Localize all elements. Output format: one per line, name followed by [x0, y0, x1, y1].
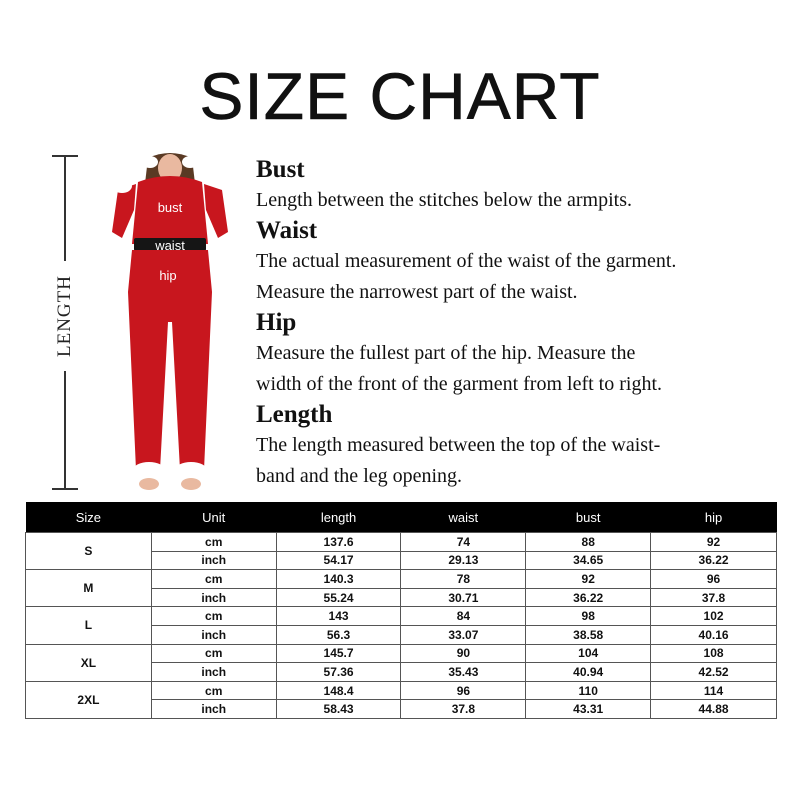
- length-cell: 54.17: [276, 551, 401, 570]
- hip-cell: 114: [651, 681, 777, 700]
- left-leg-fur: [133, 462, 165, 478]
- hip-cell: 92: [651, 533, 777, 552]
- right-cuff-fur: [203, 166, 229, 182]
- size-cell: XL: [26, 644, 152, 681]
- size-cell: L: [26, 607, 152, 644]
- desc-line: The length measured between the top of the waist-: [256, 434, 661, 456]
- waist-cell: 78: [401, 570, 526, 589]
- waist-cell: 96: [401, 681, 526, 700]
- bust-cell: 43.31: [526, 700, 651, 719]
- page-title: SIZE CHART: [199, 59, 601, 133]
- hood-fur-right: [182, 156, 198, 168]
- bust-cell: 38.58: [526, 625, 651, 644]
- unit-cell: cm: [151, 681, 276, 700]
- desc-line: band and the leg opening.: [256, 465, 463, 487]
- length-cell: 140.3: [276, 570, 401, 589]
- bust-cell: 88: [526, 533, 651, 552]
- ruler-cap-bottom: [52, 488, 78, 490]
- header-bust: bust: [526, 502, 651, 533]
- hip-cell: 108: [651, 644, 777, 663]
- length-cell: 143: [276, 607, 401, 626]
- waist-cell: 84: [401, 607, 526, 626]
- size-cell: S: [26, 533, 152, 570]
- table-row: [26, 570, 777, 589]
- bust-cell: 98: [526, 607, 651, 626]
- pants-shape: [128, 250, 212, 470]
- desc-length: [256, 400, 796, 492]
- hip-cell: 36.22: [651, 551, 777, 570]
- length-ruler: [50, 155, 80, 490]
- table-header-row: [26, 502, 777, 533]
- hip-cell: 96: [651, 570, 777, 589]
- length-cell: 55.24: [276, 588, 401, 607]
- right-leg-fur: [175, 462, 207, 478]
- waist-cell: 37.8: [401, 700, 526, 719]
- desc-line: Measure the narrowest part of the waist.: [256, 281, 578, 303]
- desc-line: Measure the fullest part of the hip. Measure the: [256, 342, 636, 364]
- desc-line: width of the front of the garment from left to right.: [256, 373, 663, 395]
- bust-cell: 92: [526, 570, 651, 589]
- hip-cell: 37.8: [651, 588, 777, 607]
- table-row: [26, 533, 777, 552]
- desc-waist: [256, 216, 796, 308]
- header-hip: hip: [651, 502, 777, 533]
- bust-cell: 104: [526, 644, 651, 663]
- header-waist: waist: [401, 502, 526, 533]
- table-row: [26, 681, 777, 700]
- desc-bust: [256, 155, 796, 216]
- length-cell: 148.4: [276, 681, 401, 700]
- length-cell: 56.3: [276, 625, 401, 644]
- right-sleeve: [204, 184, 228, 238]
- hood-fur-left: [142, 156, 158, 168]
- header-size: Size: [26, 502, 152, 533]
- waist-cell: 29.13: [401, 551, 526, 570]
- unit-cell: cm: [151, 644, 276, 663]
- unit-cell: cm: [151, 570, 276, 589]
- measurement-descriptions: [256, 155, 796, 492]
- table-row: [26, 644, 777, 663]
- size-cell: 2XL: [26, 681, 152, 718]
- bust-cell: 34.65: [526, 551, 651, 570]
- waist-cell: 30.71: [401, 588, 526, 607]
- size-table: [25, 502, 777, 719]
- desc-heading: Hip: [256, 309, 297, 336]
- ruler-cap-top: [52, 155, 78, 157]
- length-cell: 58.43: [276, 700, 401, 719]
- waist-cell: 74: [401, 533, 526, 552]
- desc-line: The actual measurement of the waist of the garment.: [256, 250, 677, 272]
- hip-tag: hip: [159, 268, 177, 283]
- unit-cell: cm: [151, 607, 276, 626]
- header-unit: Unit: [151, 502, 276, 533]
- hip-cell: 42.52: [651, 663, 777, 682]
- bust-cell: 110: [526, 681, 651, 700]
- waist-cell: 90: [401, 644, 526, 663]
- header-length: length: [276, 502, 401, 533]
- unit-cell: inch: [151, 700, 276, 719]
- unit-cell: cm: [151, 533, 276, 552]
- bust-tag: bust: [157, 200, 183, 215]
- length-label: LENGTH: [54, 261, 76, 371]
- unit-cell: inch: [151, 663, 276, 682]
- waist-cell: 35.43: [401, 663, 526, 682]
- size-cell: M: [26, 570, 152, 607]
- left-foot: [139, 478, 159, 490]
- hip-cell: 40.16: [651, 625, 777, 644]
- desc-hip: [256, 308, 796, 400]
- desc-heading: Waist: [256, 217, 318, 244]
- waist-tag: waist: [155, 238, 185, 253]
- bust-cell: 36.22: [526, 588, 651, 607]
- left-cuff-fur: [112, 179, 132, 193]
- bust-cell: 40.94: [526, 663, 651, 682]
- hip-cell: 102: [651, 607, 777, 626]
- desc-heading: Length: [256, 401, 333, 428]
- unit-cell: inch: [151, 625, 276, 644]
- waist-cell: 33.07: [401, 625, 526, 644]
- length-cell: 57.36: [276, 663, 401, 682]
- table-row: [26, 607, 777, 626]
- length-cell: 137.6: [276, 533, 401, 552]
- unit-cell: inch: [151, 588, 276, 607]
- unit-cell: inch: [151, 551, 276, 570]
- right-foot: [181, 478, 201, 490]
- desc-heading: Bust: [256, 156, 305, 183]
- desc-line: Length between the stitches below the armpits.: [256, 189, 633, 211]
- length-cell: 145.7: [276, 644, 401, 663]
- hip-cell: 44.88: [651, 700, 777, 719]
